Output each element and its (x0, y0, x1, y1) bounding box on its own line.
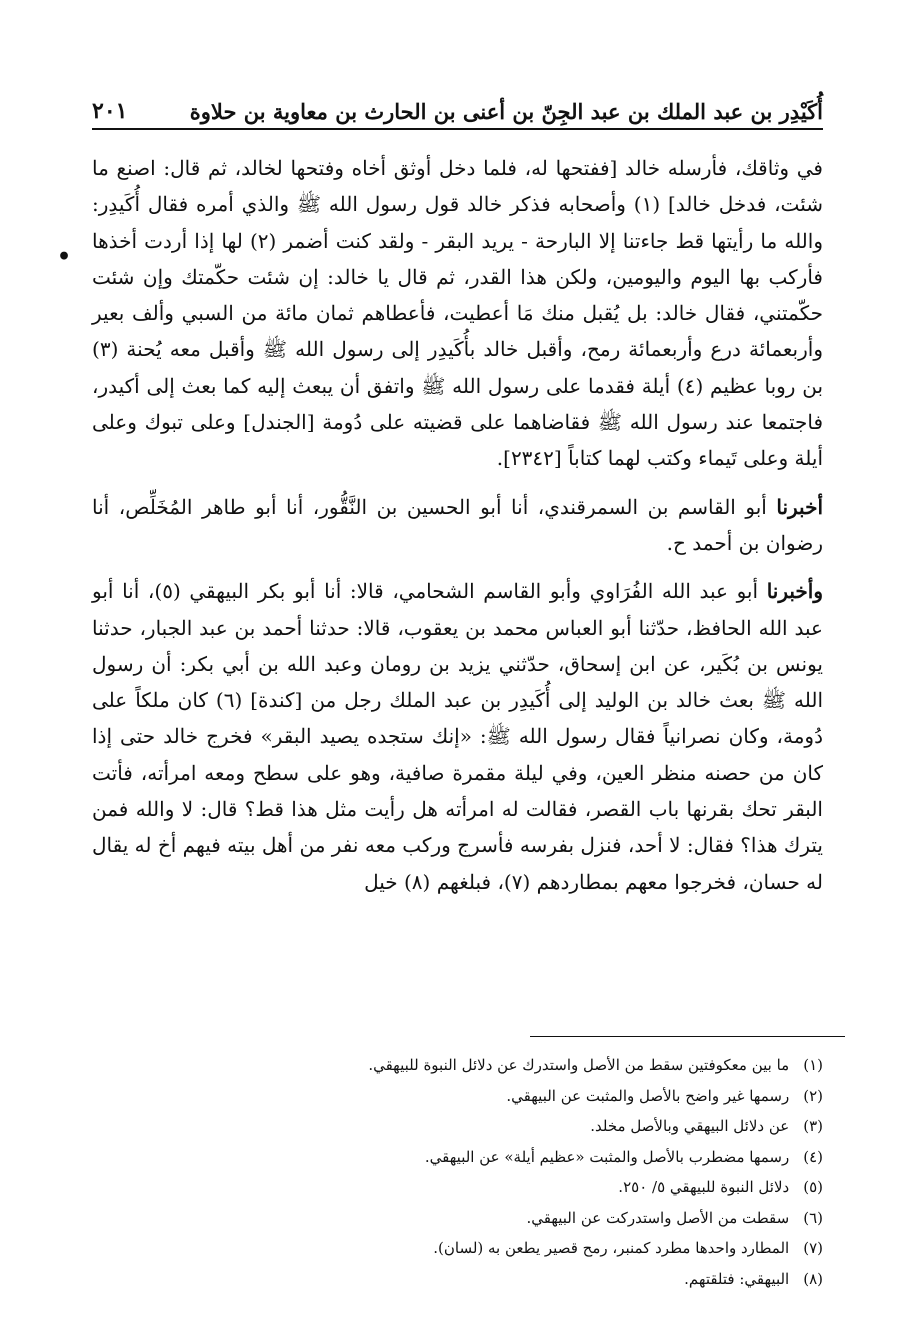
margin-dot: • (57, 244, 72, 270)
paragraph-isnad-2 (92, 573, 823, 900)
footnote-text: ما بين معكوفتين سقط من الأصل واستدرك عن دلائل النبوة للبيهقي. (368, 1056, 790, 1074)
footnote-number: (٥) (803, 1178, 823, 1196)
paragraph-isnad-1 (92, 489, 823, 562)
paragraph-narrative: في وثاقك، فأرسله خالد [ففتحها له، فلما دخل أوثق أخاه وفتحها لخالد، ثم قال: اصنع ما شئت، فدخل خالد] (١) وأصحابه فذكر خالد قول رسول الله ﷺ والذي أمره فقال أُكَيدِر: والله ما رأيتها قط جاءتنا إلا البارحة - يريد البقر - ولقد كنت أضمر (٢) لها إذا أردت أخذها فأركب بها اليوم واليومين، ولكن هذا القدر، ثم قال يا خالد: إن شئت حكّمتك وإن شئت حكّمتني، فقال خالد: بل يُقبل منك مَا أعطيت، فأعطاهم ثمان مائة من السبي وألف بعير وأربعمائة درع وأربعمائة رمح، وأقبل خالد بأُكَيدِر إلى رسول الله ﷺ وأقبل معه يُحنة (٣) بن روبا عظيم (٤) أيلة فقدما على رسول الله ﷺ واتفق أن يبعث إليه كما بعث إلى أكيدر، فاجتمعا عند رسول الله ﷺ فقاضاهما على قضيته على دُومة [الجندل] وعلى تبوك وعلى أيلة وعلى تَيماء وكتب لهما كتاباً [٢٣٤٢]. (92, 156, 824, 471)
page-header (92, 84, 823, 124)
footnote-number: (٨) (803, 1269, 823, 1288)
footnote-number: (١) (803, 1056, 823, 1074)
footnote (92, 1172, 823, 1203)
footnote-number: (٦) (803, 1208, 823, 1227)
footnote-number: (٧) (803, 1239, 823, 1257)
isnad-lead-1: أخبرنا (776, 494, 823, 519)
footnote-number: (٢) (803, 1086, 823, 1105)
page-number: ٢٠١ (92, 98, 128, 124)
footnote-text: البيهقي: فتلقتهم. (684, 1269, 790, 1288)
footnote-text: المطارد واحدها مطرد كمنبر، رمح قصير يطعن به (لسان). (433, 1239, 790, 1257)
footnote-text: رسمها غير واضح بالأصل والمثبت عن البيهقي. (506, 1086, 790, 1105)
footnote-rule (530, 1036, 845, 1037)
footnote (92, 1050, 823, 1081)
header-rule (92, 128, 823, 130)
running-title: أُكَيْدِر بن عبد الملك بن عبد الجِنّ بن أعنى بن الحارث بن معاوية بن حلاوة (189, 99, 823, 124)
footnote (92, 1142, 823, 1173)
main-text (92, 150, 823, 900)
footnote (92, 1203, 823, 1234)
isnad-text-1: أبو القاسم بن السمرقندي، أنا أبو الحسين بن النَّقُّور، أنا أبو طاهر المُخَلِّص، أنا رضوان بن أحمد ح. (92, 494, 823, 555)
footnotes (92, 1050, 823, 1294)
isnad-text-2: أبو عبد الله الفُرَاوي وأبو القاسم الشحامي، قالا: أنا أبو بكر البيهقي (٥)، أنا أبو عبد الله الحافظ، حدّثنا أبو العباس محمد بن يعقوب، قالا: حدثنا أحمد بن عبد الجبار، حدثنا يونس بن بُكَير، عن ابن إسحاق، حدّثني يزيد بن رومان وعبد الله بن أبي بكر: أن رسول الله ﷺ بعث خالد بن الوليد إلى أُكَيدِر بن عبد الملك رجل من [كندة] (٦) كان ملكاً على دُومة، وكان نصرانياً فقال رسول الله ﷺ: «إنك ستجده يصيد البقر» فخرج خالد حتى إذا كان من حصنه منظر العين، وفي ليلة مقمرة صافية، وهو على سطح ومعه امرأته، فأتت البقر تحك بقرنها باب القصر، فقالت له امرأته هل رأيت مثل هذا قط؟ قال: لا والله فمن يترك هذا؟ فقال: لا أحد، فنزل بفرسه فأسرج وركب معه نفر من أهل بيته فيهم أخ له يقال له حسان، فخرجوا معهم بمطاردهم (٧)، فبلغهم (٨) خيل (92, 579, 824, 894)
footnote (92, 1081, 823, 1112)
footnote (92, 1233, 823, 1264)
footnote-text: عن دلائل البيهقي وبالأصل مخلد. (590, 1117, 790, 1135)
footnote (92, 1111, 823, 1142)
footnote-text: سقطت من الأصل واستدركت عن البيهقي. (526, 1208, 790, 1227)
footnote-number: (٤) (803, 1147, 823, 1166)
footnote-text: رسمها مضطرب بالأصل والمثبت «عظيم أيلة» عن البيهقي. (424, 1147, 790, 1166)
footnote-text: دلائل النبوة للبيهقي ٥/ ٢٥٠. (618, 1178, 790, 1196)
footnote-number: (٣) (803, 1117, 823, 1135)
footnote (92, 1264, 823, 1295)
isnad-lead-2: وأخبرنا (766, 579, 823, 604)
